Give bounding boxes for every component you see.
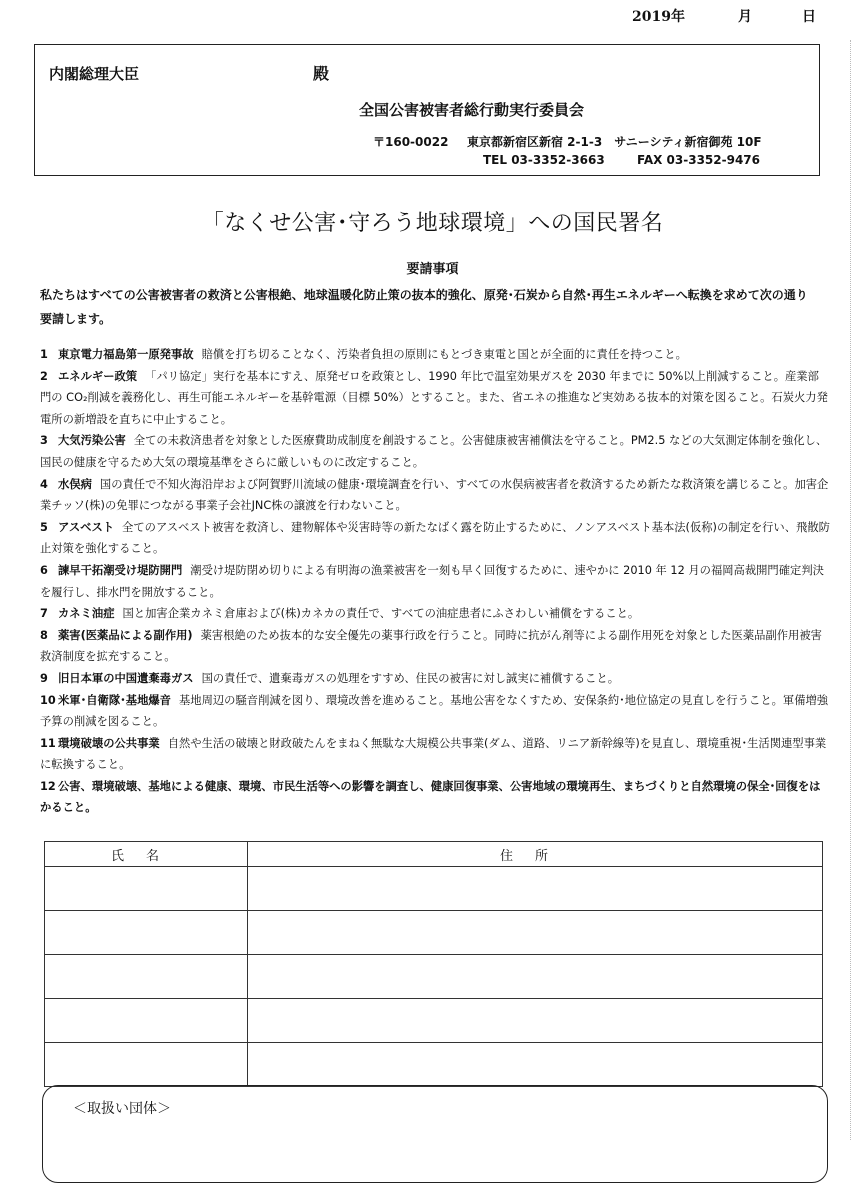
item-number: 6 [40, 563, 48, 577]
item-number: 12 [40, 779, 56, 793]
column-header-name: 氏名 [45, 842, 248, 867]
date-month-unit: 月 [738, 9, 752, 25]
name-field[interactable] [45, 955, 248, 999]
name-field[interactable] [45, 911, 248, 955]
item-heading: 米軍･自衛隊･基地爆音 [58, 693, 171, 707]
subtitle: 要請事項 [406, 262, 459, 277]
item-text: 全てのアスベスト被害を救済し、建物解体や災害時等の新たなばく露を防止するために、ノンアスベスト基本法(仮称)の制定を行い、飛散防止対策を強化すること。 [40, 520, 830, 556]
sender-address: 東京都新宿区新宿 2-1-3 サニーシティ新宿御苑 10F [467, 135, 762, 149]
table-row [45, 955, 823, 999]
table-row [45, 867, 823, 911]
item-number: 5 [40, 520, 48, 534]
item-text: 国の責任で不知火海沿岸および阿賀野川流域の健康･環境調査を行い、すべての水俣病被害者を救済するため新たな救済策を講じること。加害企業チッソ(株)の免罪につながる事業子会社JNC株の譲渡を行わないこと。 [40, 477, 829, 513]
request-item [40, 776, 830, 819]
item-heading: 旧日本軍の中国遺棄毒ガス [58, 671, 194, 685]
page-title: 「なくせ公害･守ろう地球環境」への国民署名 [201, 211, 664, 236]
table-header-row [45, 842, 823, 867]
signature-table [44, 841, 823, 1087]
request-item [40, 366, 830, 431]
address-field[interactable] [248, 867, 823, 911]
recipient: 内閣総理大臣 [49, 65, 140, 83]
postal-code: 〒160-0022 [373, 135, 449, 149]
item-heading: エネルギー政策 [58, 369, 138, 383]
item-number: 9 [40, 671, 48, 685]
item-heading: 薬害(医薬品による副作用) [58, 628, 193, 642]
table-row [45, 911, 823, 955]
date-day-unit: 日 [802, 9, 816, 25]
name-field[interactable] [45, 1043, 248, 1087]
item-number: 11 [40, 736, 56, 750]
address-box [34, 44, 820, 176]
item-heading: 水俣病 [58, 477, 92, 491]
address-field[interactable] [248, 1043, 823, 1087]
item-number: 10 [40, 693, 56, 707]
fax: FAX 03-3352-9476 [637, 153, 760, 167]
item-number: 8 [40, 628, 48, 642]
request-item [40, 603, 830, 625]
request-item [40, 517, 830, 560]
item-heading: 諫早干拓潮受け堤防開門 [58, 563, 183, 577]
request-item [40, 625, 830, 668]
item-number: 4 [40, 477, 48, 491]
address-field[interactable] [248, 955, 823, 999]
column-header-address: 住所 [248, 842, 823, 867]
date-year [632, 6, 685, 26]
item-number: 7 [40, 607, 48, 621]
year-value: 2019 [632, 9, 671, 25]
address-field[interactable] [248, 999, 823, 1043]
request-item [40, 474, 830, 517]
scan-edge-mark [850, 40, 863, 1140]
item-heading: アスベスト [58, 520, 115, 534]
item-text: 基地周辺の騒音削減を図り、環境改善を進めること。基地公害をなくすため、安保条約･地位協定の見直しを行うこと。軍備増強予算の削減を図ること。 [40, 693, 829, 729]
item-text: 自然や生活の破壊と財政破たんをまねく無駄な大規模公共事業(ダム、道路、リニア新幹線等)を見直し、環境重視･生活関連型事業に転換すること。 [40, 736, 827, 772]
item-text: 全ての未救済患者を対象とした医療費助成制度を創設すること。公害健康被害補償法を守ること。PM2.5 などの大気測定体制を強化し、国民の健康を守るため大気の環境基準をさらに厳しいものに改定すること。 [40, 434, 828, 469]
handling-organization-label: ＜取扱い団体＞ [73, 1101, 171, 1117]
handling-organization-box[interactable] [42, 1085, 828, 1183]
item-number: 3 [40, 434, 48, 448]
request-item [40, 560, 830, 603]
item-text: 「パリ協定」実行を基本にすえ、原発ゼロを政策とし、1990 年比で温室効果ガスを 2030 年までに 50%以上削減すること。産業部門の CO₂削減を義務化し、再生可能エネルギーを基幹電源（目標 50%）とすること。また、省エネの推進など実効ある抜本的対策を図ること。石炭火力発電所の新増設を直ちに中止すること。 [40, 369, 828, 426]
request-item [40, 733, 830, 776]
item-text: 賠償を打ち切ることなく、汚染者負担の原則にもとづき東電と国とが全面的に責任を持つこと。 [201, 348, 687, 361]
item-heading: 環境破壊の公共事業 [58, 736, 160, 750]
table-row [45, 999, 823, 1043]
sender-name: 全国公害被害者総行動実行委員会 [359, 101, 585, 119]
address-field[interactable] [248, 911, 823, 955]
item-text: 潮受け堤防閉め切りによる有明海の漁業被害を一刻も早く回復するために、速やかに 2010 年 12 月の福岡高裁開門確定判決を履行し、排水門を開放すること。 [40, 563, 824, 599]
item-text: 国と加害企業カネミ倉庫および(株)カネカの責任で、すべての油症患者にふさわしい補償をすること。 [122, 607, 640, 621]
honorific: 殿 [313, 64, 330, 83]
tel: TEL 03-3352-3663 [483, 153, 605, 167]
request-list [40, 344, 830, 819]
item-text: 薬害根絶のため抜本的な安全優先の薬事行政を行うこと。同時に抗がん剤等による副作用死を対象とした医薬品副作用被害救済制度を拡充すること。 [40, 628, 822, 664]
item-number: 2 [40, 369, 48, 383]
table-row [45, 1043, 823, 1087]
item-text: 国の責任で、遺棄毒ガスの処理をすすめ、住民の被害に対し誠実に補償すること。 [201, 671, 620, 685]
item-number: 1 [40, 348, 48, 361]
name-field[interactable] [45, 999, 248, 1043]
request-item [40, 430, 830, 473]
name-field[interactable] [45, 867, 248, 911]
item-text: 公害、環境破壊、基地による健康、環境、市民生活等への影響を調査し、健康回復事業、公害地域の環境再生、まちづくりと自然環境の保全･回復をはかること。 [40, 779, 821, 815]
item-heading: カネミ油症 [58, 607, 115, 621]
item-heading: 東京電力福島第一原発事故 [58, 348, 194, 361]
item-heading: 大気汚染公害 [58, 434, 126, 448]
request-item [40, 668, 830, 690]
year-unit: 年 [670, 9, 685, 25]
request-item [40, 690, 830, 733]
request-item [40, 344, 830, 366]
intro-paragraph: 私たちはすべての公害被害者の救済と公害根絶、地球温暖化防止策の抜本的強化、原発･石炭から自然･再生エネルギーへ転換を求めて次の通り要請します。 [40, 288, 808, 326]
